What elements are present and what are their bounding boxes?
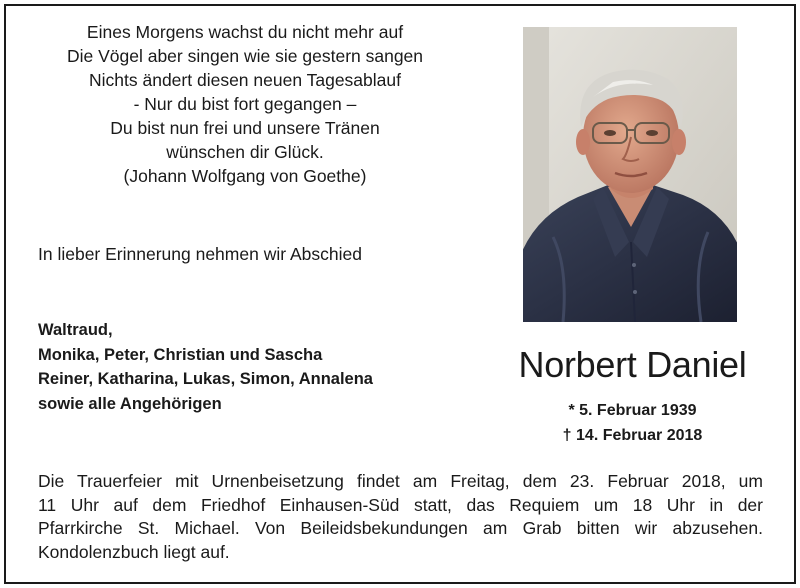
poem-line: Die Vögel aber singen wie sie gestern sangen	[66, 46, 424, 66]
poem	[20, 20, 470, 188]
funeral-details-line: 11 Uhr auf dem Friedhof Einhausen-Süd statt, das Requiem um 18 Uhr in der	[38, 494, 763, 515]
mourners-line: Reiner, Katharina, Lukas, Simon, Annalena	[38, 370, 373, 388]
portrait-illustration	[523, 27, 737, 322]
mourners-line: Monika, Peter, Christian und Sascha	[38, 345, 323, 364]
mourners-line: sowie alle Angehörigen	[38, 394, 222, 413]
poem-line: Nichts ändert diesen neuen Tagesablauf	[89, 70, 401, 90]
poem-line: Du bist nun frei und unsere Tränen	[110, 118, 380, 138]
life-dates	[520, 398, 745, 448]
farewell-intro: In lieber Erinnerung nehmen wir Abschied	[38, 244, 362, 264]
funeral-details-line: Die Trauerfeier mit Urnenbeisetzung findet am Freitag, dem 23. Februar 2018, um	[38, 471, 763, 491]
funeral-details-line: Kondolenzbuch liegt auf.	[38, 541, 230, 562]
poem-line: - Nur du bist fort gegangen –	[133, 94, 357, 114]
mourners-list	[38, 318, 373, 416]
poem-attribution: (Johann Wolfgang von Goethe)	[123, 166, 367, 186]
portrait-photo	[523, 27, 737, 322]
funeral-details	[38, 470, 763, 564]
birth-date: * 5. Februar 1939	[568, 402, 697, 419]
funeral-details-line: Pfarrkirche St. Michael. Von Beileidsbekundungen am Grab bitten wir abzusehen.	[38, 518, 763, 538]
death-date: † 14. Februar 2018	[562, 427, 703, 444]
deceased-name: Norbert Daniel	[518, 344, 747, 385]
poem-line: Eines Morgens wachst du nicht mehr auf	[86, 22, 404, 42]
mourners-line: Waltraud,	[38, 321, 113, 339]
poem-line: wünschen dir Glück.	[166, 142, 324, 162]
